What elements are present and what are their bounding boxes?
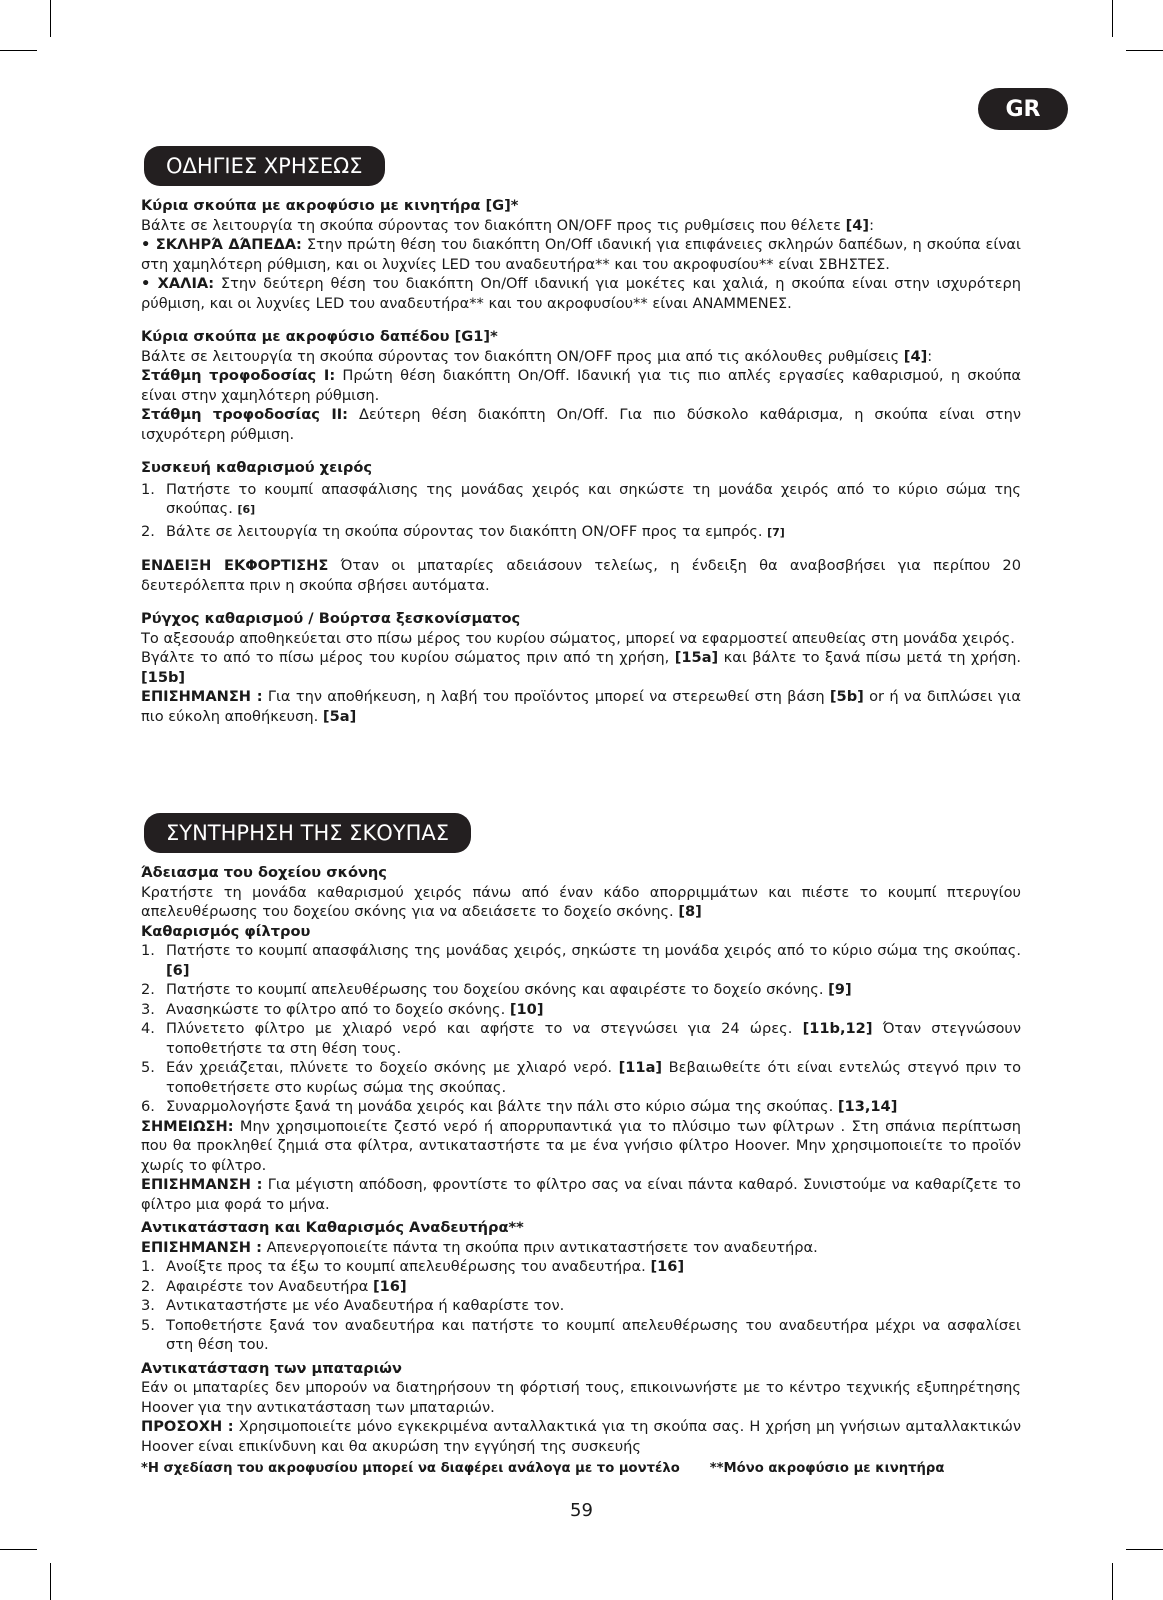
list-item: 3. Αντικαταστήστε με νέο Αναδευτήρα ή καθαρίστε τον. bbox=[141, 1297, 565, 1314]
footnote-powered-nozzle: **Μόνο ακροφύσιο με κινητήρα bbox=[709, 1461, 945, 1476]
list-item: 2. Βάλτε σε λειτουργία τη σκούπα σύροντας τον διακόπτη ON/OFF προς τα εμπρός. [7] bbox=[141, 522, 785, 540]
discharge-indicator: ΕΝΔΕΙΞΗ ΕΚΦΟΡΤΙΣΗΣ Όταν οι μπαταρίες αδειάσουν τελείως, η ένδειξη θα αναβοσβήσει για περίπου 20 δευτερόλεπτα πριν η σκούπα σβήσει αυτόματα. bbox=[141, 557, 1021, 594]
list-item: 2. Πατήστε το κουμπί απελευθέρωσης του δοχείου σκόνης και αφαιρέστε το δοχείο σκόνης. [9] bbox=[141, 981, 852, 998]
crop-mark bbox=[50, 0, 51, 37]
list-item: 1. Ανοίξτε προς τα έξω το κουμπί απελευθέρωσης του αναδευτήρα. [16] bbox=[141, 1258, 685, 1275]
footnotes bbox=[141, 1461, 1021, 1476]
maintenance-instructions bbox=[141, 863, 1021, 1456]
list-item: 1. Πατήστε το κουμπί απασφάλισης της μονάδας χειρός και σηκώστε τη μονάδα χειρός από το κύριο σώμα της σκούπας. [6] bbox=[141, 480, 1021, 517]
powered-nozzle-heading: Κύρια σκούπα με ακροφύσιο με κινητήρα [G]* bbox=[141, 197, 519, 214]
crop-mark bbox=[1112, 1563, 1113, 1600]
filter-remark: ΕΠΙΣΗΜΑΝΣΗ : Για μέγιστη απόδοση, φροντίστε το φίλτρο σας να είναι πάντα καθαρό. Συνιστούμε να καθαρίζετε το φίλτρο μια φορά το μήνα. bbox=[141, 1176, 1021, 1213]
nozzle-brush-text: Το αξεσουάρ αποθηκεύεται στο πίσω μέρος του κυρίου σώματος, μπορεί να εφαρμοστεί απευθείας στη μονάδα χειρός. bbox=[141, 629, 1015, 647]
crop-mark bbox=[1126, 1549, 1163, 1550]
hard-floor-setting: • ΣΚΛΗΡΆ ΔΆΠΕΔΑ: Στην πρώτη θέση του διακόπτη On/Off ιδανική για επιφάνειες σκληρών δαπέδων, η σκούπα είναι στη χαμηλότερη ρύθμιση, και οι λυχνίες LED του αναδευτήρα** και του ακροφυσίου** είναι ΣΒΗΣΤΕΣ. bbox=[141, 236, 1021, 273]
filter-heading: Καθαρισμός φίλτρου bbox=[141, 922, 311, 940]
page-number: 59 bbox=[570, 1500, 593, 1521]
nozzle-brush-heading: Ρύγχος καθαρισμού / Βούρτσα ξεσκονίσματος bbox=[141, 610, 521, 627]
list-item: 2. Αφαιρέστε τον Αναδευτήρα [16] bbox=[141, 1277, 407, 1295]
list-item: 1. Πατήστε το κουμπί απασφάλισης της μονάδας χειρός, σηκώστε τη μονάδα χειρός από το κύριο σώμα της σκούπας. [6] bbox=[141, 942, 1021, 979]
list-item: 6. Συναρμολογήστε ξανά τη μονάδα χειρός και βάλτε την πάλι στο κύριο σώμα της σκούπας. [13,14] bbox=[141, 1098, 898, 1115]
usage-instructions bbox=[141, 196, 1021, 726]
storage-note: ΕΠΙΣΗΜΑΝΣΗ : Για την αποθήκευση, η λαβή του προϊόντος μπορεί να στερεωθεί στη βάση [5b] or ή να διπλώσει για πιο εύκολη αποθήκευση. [5a] bbox=[141, 688, 1021, 725]
floor-nozzle-heading: Κύρια σκούπα με ακροφύσιο δαπέδου [G1]* bbox=[141, 328, 498, 345]
agitator-note: ΕΠΙΣΗΜΑΝΣΗ : Απενεργοποιείτε πάντα τη σκούπα πριν αντικαταστήσετε τον αναδευτήρα. bbox=[141, 1238, 818, 1256]
battery-caution: ΠΡΟΣΟΧΗ : Χρησιμοποιείτε μόνο εγκεκριμένα ανταλλακτικά για τη σκούπα σας. Η χρήση μη γνήσιων αμταλλακτικών Hoover είναι επικίνδυνη και θα ακυρώση την εγγύησή της συσκευής bbox=[141, 1418, 1022, 1455]
crop-mark bbox=[0, 1549, 37, 1550]
footnote-nozzle-design: *Η σχεδίαση του ακροφυσίου μπορεί να διαφέρει ανάλογα με το μοντέλο bbox=[141, 1461, 680, 1476]
list-item: 5. Τοποθετήστε ξανά τον αναδευτήρα και πατήστε το κουμπί απελευθέρωσης του αναδευτήρα μέχρι να ασφαλίσει στη θέση του. bbox=[141, 1316, 1021, 1353]
dust-bin-text: Κρατήστε τη μονάδα καθαρισμού χειρός πάνω από έναν κάδο απορριμμάτων και πιέστε το κουμπί πτερυγίου απελευθέρωσης του δοχείου σκόνης για να αδειάσετε το δοχείο σκόνης. [8] bbox=[141, 883, 1021, 920]
power-level-2: Στάθμη τροφοδοσίας II: Δεύτερη θέση διακόπτη On/Off. Για πιο δύσκολο καθάρισμα, η σκούπα είναι στην ισχυρότερη ρύθμιση. bbox=[141, 406, 1021, 443]
section-header-maintenance: ΣΥΝΤΗΡΗΣΗ ΤΗΣ ΣΚΟΥΠΑΣ bbox=[144, 813, 471, 853]
nozzle-brush-usage: Βγάλτε το από το πίσω μέρος του κυρίου σώματος πριν από τη χρήση, [15a] και βάλτε το ξανά πίσω μετά τη χρήση. [15b] bbox=[141, 649, 1021, 686]
list-item: 4. Πλύνετετο φίλτρο με χλιαρό νερό και αφήστε το να στεγνώσει για 24 ώρες. [11b,12] Όταν στεγνώσουν τοποθετήστε τα στη θέση τους. bbox=[141, 1020, 1021, 1057]
crop-mark bbox=[50, 1563, 51, 1600]
crop-mark bbox=[0, 50, 37, 51]
crop-mark bbox=[1112, 0, 1113, 37]
battery-heading: Αντικατάσταση των μπαταριών bbox=[141, 1359, 402, 1377]
dust-bin-heading: Άδειασμα του δοχείου σκόνης bbox=[141, 864, 387, 881]
language-badge: GR bbox=[978, 88, 1068, 130]
carpet-setting: • ΧΑΛΙΑ: Στην δεύτερη θέση του διακόπτη On/Off ιδανική για μοκέτες και χαλιά, η σκούπα είναι στην ισχυρότερη ρύθμιση, και οι λυχνίες LED του αναδευτήρα** και του ακροφυσίου** είναι ΑΝΑΜΜΕΝΕΣ. bbox=[141, 275, 1021, 312]
section-header-usage: ΟΔΗΓΙΕΣ ΧΡΗΣΕΩΣ bbox=[144, 146, 385, 186]
powered-nozzle-intro: Βάλτε σε λειτουργία τη σκούπα σύροντας τον διακόπτη ON/OFF προς τις ρυθμίσεις που θέλετε [4]: bbox=[141, 216, 875, 234]
crop-mark bbox=[1126, 50, 1163, 51]
agitator-heading: Αντικατάσταση και Καθαρισμός Αναδευτήρα** bbox=[141, 1219, 524, 1236]
floor-nozzle-intro: Βάλτε σε λειτουργία τη σκούπα σύροντας τον διακόπτη ON/OFF προς μια από τις ακόλουθες ρυθμίσεις [4]: bbox=[141, 347, 933, 365]
handheld-heading: Συσκευή καθαρισμού χειρός bbox=[141, 459, 372, 476]
power-level-1: Στάθμη τροφοδοσίας I: Πρώτη θέση διακόπτη On/Off. Ιδανική για τις πιο απλές εργασίες καθαρισμού, η σκούπα είναι στην χαμηλότερη ρύθμιση. bbox=[141, 367, 1021, 404]
filter-note: ΣΗΜΕΙΩΣΗ: Μην χρησιμοποιείτε ζεστό νερό ή απορρυπαντικά για το πλύσιμο των φίλτρων . Στη σπάνια περίπτωση που θα προκληθεί ζημιά στα φίλτρα, αντικαταστήστε τα με ένα γνήσιο φίλτρο Hoover. Μην χρησιμοποιείτε το προϊόν χωρίς το φίλτρο. bbox=[141, 1117, 1021, 1174]
list-item: 5. Εάν χρειάζεται, πλύνετε το δοχείο σκόνης με χλιαρό νερό. [11a] Βεβαιωθείτε ότι είναι εντελώς στεγνό πριν το τοποθετήσετε στο κυρίως σώμα της σκούπας. bbox=[141, 1059, 1021, 1096]
list-item: 3. Ανασηκώστε το φίλτρο από το δοχείο σκόνης. [10] bbox=[141, 1000, 544, 1018]
battery-text: Εάν οι μπαταρίες δεν μπορούν να διατηρήσουν τη φόρτισή τους, επικοινωνήστε με το κέντρο τεχνικής εξυπηρέτησης Hoover για την αντικατάσταση των μπαταριών. bbox=[141, 1379, 1021, 1416]
